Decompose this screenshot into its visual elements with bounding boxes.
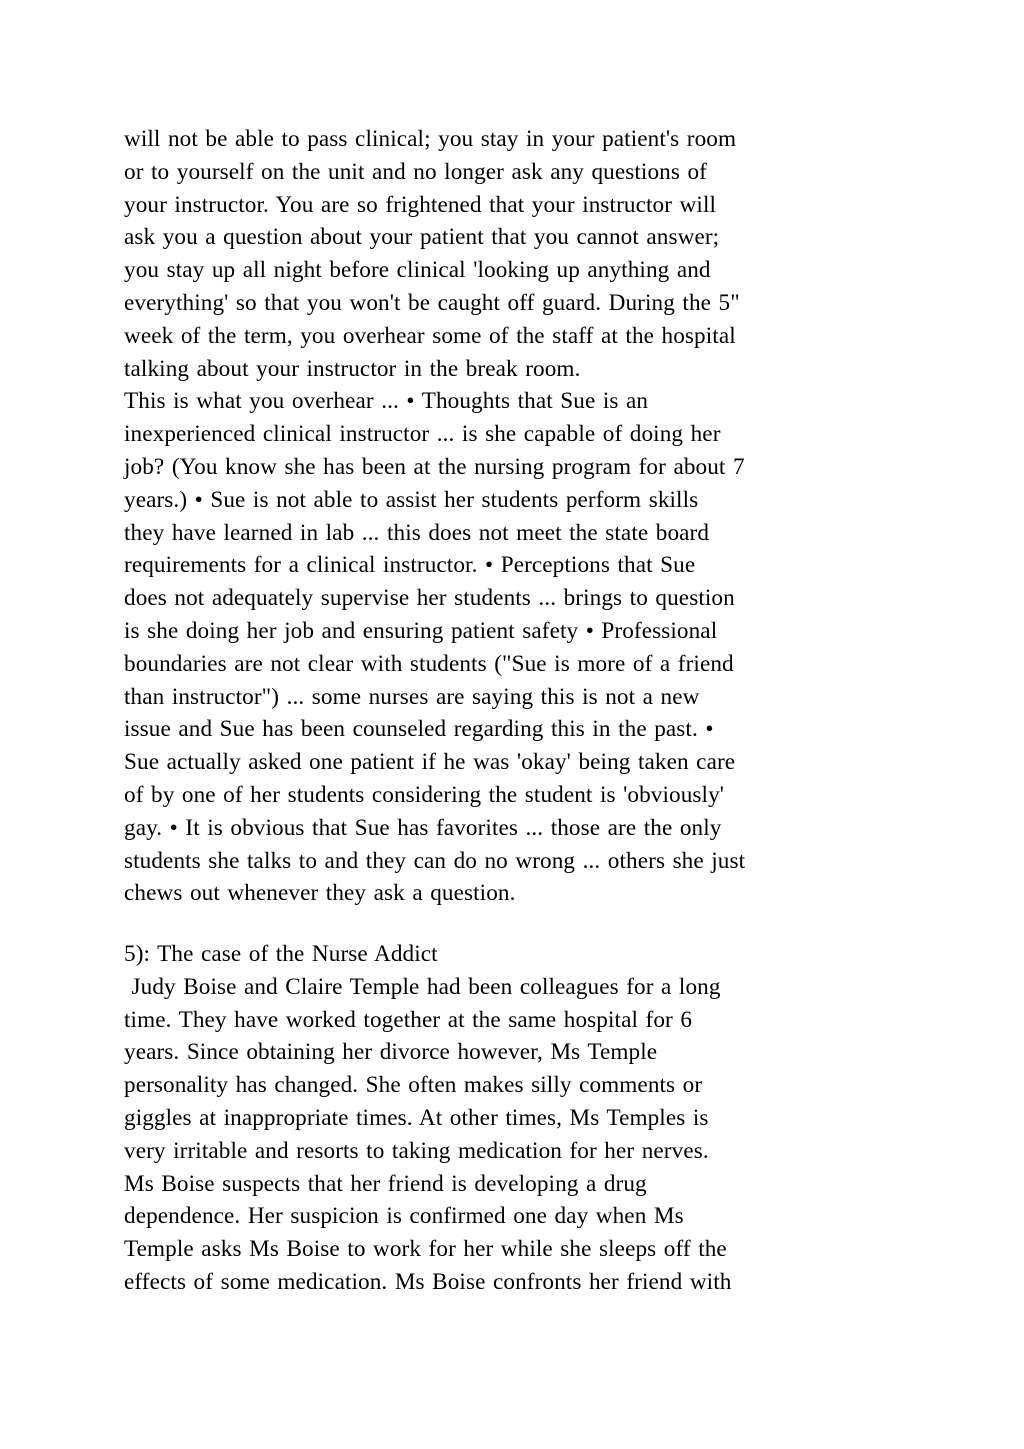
text-line: very irritable and resorts to taking medication for her nerves. (124, 1137, 709, 1164)
text-line: they have learned in lab ... this does not meet the state board (124, 519, 710, 546)
text-line: does not adequately supervise her students ... brings to question (124, 585, 735, 612)
text-line: your instructor. You are so frightened that your instructor will (124, 191, 717, 218)
case-4-continued-text (124, 123, 924, 910)
text-line: dependence. Her suspicion is confirmed one day when Ms (124, 1203, 684, 1230)
text-line: gay. • It is obvious that Sue has favorites ... those are the only (124, 814, 722, 841)
text-line: you stay up all night before clinical 'looking up anything and (124, 257, 711, 284)
text-line: requirements for a clinical instructor. • Perceptions that Sue (124, 552, 696, 579)
text-line: week of the term, you overhear some of the staff at the hospital (124, 322, 736, 349)
text-line: Ms Boise suspects that her friend is developing a drug (124, 1170, 647, 1197)
text-line: job? (You know she has been at the nursing program for about 7 (124, 453, 745, 480)
text-line: This is what you overhear ... • Thoughts that Sue is an (124, 388, 649, 415)
text-line: is she doing her job and ensuring patient safety • Professional (124, 617, 718, 644)
text-line: talking about your instructor in the break room. (124, 355, 581, 382)
text-line: or to yourself on the unit and no longer ask any questions of (124, 158, 707, 185)
text-line: giggles at inappropriate times. At other times, Ms Temples is (124, 1104, 709, 1131)
text-line: issue and Sue has been counseled regarding this in the past. • (124, 716, 714, 743)
text-line: boundaries are not clear with students ("Sue is more of a friend (124, 650, 734, 677)
text-line: everything' so that you won't be caught off guard. During the 5" (124, 289, 740, 316)
section-heading: 5): The case of the Nurse Addict (124, 941, 438, 967)
text-line: Sue actually asked one patient if he was 'okay' being taken care (124, 749, 736, 776)
case-5-section (124, 938, 924, 1299)
text-line: ask you a question about your patient that you cannot answer; (124, 224, 720, 251)
text-line: than instructor") ... some nurses are saying this is not a new (124, 683, 700, 710)
text-line: of by one of her students considering the student is 'obviously' (124, 781, 725, 808)
text-line: years. Since obtaining her divorce however, Ms Temple (124, 1039, 658, 1066)
text-line: inexperienced clinical instructor ... is she capable of doing her (124, 421, 721, 448)
text-line: time. They have worked together at the same hospital for 6 (124, 1006, 693, 1033)
text-line: will not be able to pass clinical; you stay in your patient's room (124, 126, 737, 152)
text-line: personality has changed. She often makes silly comments or (124, 1072, 703, 1099)
text-line: Judy Boise and Claire Temple had been colleagues for a long (124, 973, 721, 1000)
text-line: years.) • Sue is not able to assist her students perform skills (124, 486, 699, 513)
text-line: Temple asks Ms Boise to work for her while she sleeps off the (124, 1236, 727, 1263)
text-line: students she talks to and they can do no wrong ... others she just (124, 847, 746, 874)
text-line: effects of some medication. Ms Boise confronts her friend with (124, 1268, 732, 1295)
text-line: chews out whenever they ask a question. (124, 880, 516, 907)
